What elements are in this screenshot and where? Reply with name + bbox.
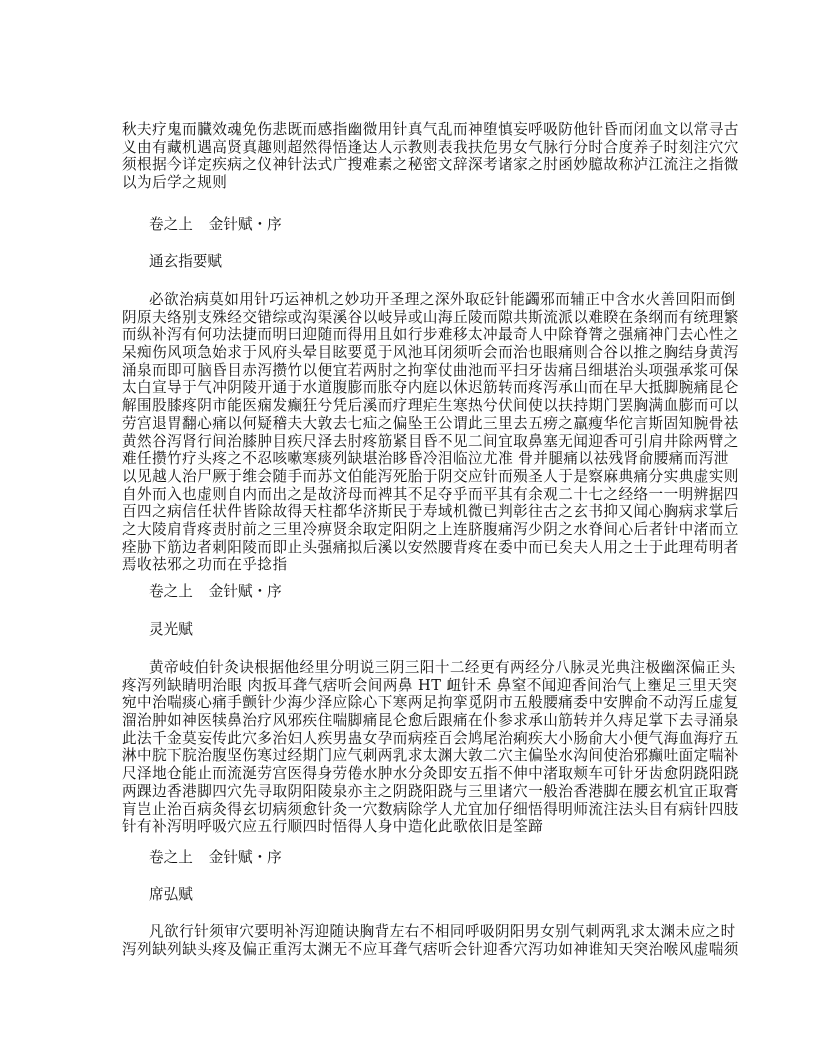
volume-line xyxy=(122,583,702,601)
text-line: 义由有藏机遇高贤真趣则超然得悟逢达人示教则表我扶危男女气脉行分时合度养子时刻注穴穴 xyxy=(122,138,739,156)
paragraph-lingguang xyxy=(122,659,739,836)
book-label: 金针赋・序 xyxy=(208,583,282,600)
paragraph-preface xyxy=(122,121,739,192)
text-line: 须根据今详定疾病之仪神针法式广搜难素之秘密文辞深考诸家之肘函妙臆故称泸江流注之指微 xyxy=(122,156,739,174)
text-line: 痊胁下筋边者刺阳陵而即止头强痛拟后溪以安然腰背疼在委中而已矣夫人用之士于此理苟明者 xyxy=(122,538,739,556)
section-title-1 xyxy=(122,253,702,271)
text-line: 黄然谷泻肾行间治膝肿目疾尺泽去肘疼筋紧目昏不见二间宜取鼻塞无闻迎香可引肩井除两臂之 xyxy=(122,432,739,450)
volume-label: 卷之上 xyxy=(149,583,193,600)
text-line xyxy=(122,923,736,941)
paragraph-xihong xyxy=(122,923,739,958)
text-line: 溜治肿如神医犊鼻治疗风邪疾住喘脚痛昆仑愈后跟痛在仆参求承山筋转并久痔足掌下去寻涌泉 xyxy=(122,712,739,730)
text-line: 太白宣导于气冲阴陵开通于水道腹膨而胀夺内庭以休迟筋转而疼泻承山而在早大抵脚腕痛昆仑 xyxy=(122,379,739,397)
text-line: 尺泽地仓能止而流涎劳宫医得身劳倦水肿水分灸即安五指不伸中渚取颊车可针牙齿愈阴跷阳跷 xyxy=(122,765,739,783)
paragraph-tongxuan xyxy=(122,291,739,574)
section-title-3 xyxy=(122,886,702,904)
text-line: 而纵补泻有何功法捷而明曰迎随而得用且如行步难移太冲最奇人中除脊膂之强痛神门去心性之 xyxy=(122,326,739,344)
volume-label: 卷之上 xyxy=(149,849,193,866)
text-line: 解围股膝疼阴市能医痫发癫狂兮凭后溪而疗理疟生寒热兮伏间使以扶持期门罢胸满血膨而可以 xyxy=(122,397,739,415)
text-line: 以见越人治尸厥于维会随手而苏文伯能泻死胎于阴交应针而殒圣人于是察麻典痛分实典虚实则 xyxy=(122,467,739,485)
text-line: 自外而入也虚则自内而出之是故济母而裨其不足夺乎而平其有余观二十七之经络一一明辨据四 xyxy=(122,485,739,503)
text-line: 百四之病信任状件皆除故得天柱都华济斯民于寿域机微已判彰往古之玄书抑又闻心胸病求掌后 xyxy=(122,503,739,521)
text-line: 呆痴伤风项急始求于风府头晕目眩要觅于风池耳闭须听会而治也眼痛则合谷以推之胸结身黄泻 xyxy=(122,344,739,362)
text-line: 秋夫疗鬼而臓效魂免伤悲既而感指幽微用针真气乱而神堕慎妄呼吸防他针昏而闭血文以常寻古 xyxy=(122,121,739,138)
text-line-content: 黄帝岐伯针灸诀根据他经里分明说三阴三阳十二经更有两经分八脉灵光典注极幽深偏正头 xyxy=(149,659,736,676)
text-line: 此法千金莫妄传此穴多治妇人疾男蛊女孕而病痊百会鸠尾治痢疾大小肠俞大小便气海血海疗五 xyxy=(122,729,739,747)
text-line: 之大陵肩背疼责肘前之三里冷痹贤余取定阳阴之上连脐腹痛泻少阴之水脊间心后者针中渚而立 xyxy=(122,520,739,538)
book-label: 金针赋・序 xyxy=(208,849,282,866)
section-title: 灵光赋 xyxy=(149,621,193,638)
text-line xyxy=(122,659,736,677)
section-title: 通玄指要赋 xyxy=(149,253,222,270)
section-title-2 xyxy=(122,621,702,639)
section-header-1 xyxy=(122,216,702,234)
volume-line xyxy=(122,216,702,234)
text-line: 针有补泻明呼吸穴应五行顺四时悟得人身中造化此歌依旧是筌蹄 xyxy=(122,818,544,836)
text-line: 泻列缺列缺头疼及偏正重泻太渊无不应耳聋气痞听会针迎香穴泻功如神谁知天突治喉风虚喘须 xyxy=(122,940,739,958)
text-line xyxy=(122,291,736,309)
section-header-2 xyxy=(122,583,702,601)
section-header-3 xyxy=(122,849,702,867)
text-line-content: 凡欲行针须审穴要明补泻迎随诀胸背左右不相同呼吸阴阳男女别气刺两乳求太渊未应之时 xyxy=(149,923,736,940)
text-line: 两踝边香港脚四穴先寻取阴阳陵泉亦主之阴跷阳跷与三里诸穴一般治香港脚在腰玄机宜正取膏 xyxy=(122,782,739,800)
text-line: 宛中治喘痰心痛手颤针少海少泽应除心下寒两足拘挛觅阴市五般腰痛委中安脾俞不动泻丘虚复 xyxy=(122,694,739,712)
text-line: 淋中脘下脘治腹坚伤寒过经期门应气刺两乳求太渊大敦二穴主偏坠水沟间使治邪癫吐面定喘补 xyxy=(122,747,739,765)
text-line: 焉收祛邪之功而在乎捻指 xyxy=(122,556,288,574)
section-title: 席弘赋 xyxy=(149,886,193,903)
volume-line xyxy=(122,849,702,867)
book-label: 金针赋・序 xyxy=(208,216,282,233)
text-line: 阴原夫络别支殊经交错综或沟渠溪谷以岐异或山海丘陵而隙共斯流派以难睽在条纲而有统理繁 xyxy=(122,308,739,326)
text-line: 肓岂止治百病灸得玄切病须愈针灸一穴数病除学人尤宜加仔细悟得明师流注法头目有病针四肢 xyxy=(122,800,739,818)
text-line-content: 必欲治病莫如用针巧运神机之妙功开圣理之深外取砭针能蠲邪而辅正中含水火善回阳而倒 xyxy=(149,291,736,308)
text-line: 疼泻列缺睛明治眼 肉扳耳聋气痞听会间两鼻 HT 衄针禾 鼻窒不闻迎香间治气上壅足三里天突 xyxy=(122,676,738,694)
text-line: 涌泉而即可脑昏目赤泻攒竹以便宜若两肘之拘挛仗曲池而平扫牙齿痛吕细堪治头项强承浆可保 xyxy=(122,361,739,379)
text-line: 以为后学之规则 xyxy=(122,174,228,192)
text-line: 难任攒竹疗头疼之不忍咳嗽寒痰列缺堪治眵昏冷泪临泣尤准 骨并腿痛以祛残肾俞腰痛而泻泄 xyxy=(122,450,729,468)
text-line: 劳宫退胃翻心痛以何疑稽夫大敦去七疝之偏坠王公谓此三里去五痨之羸瘦华佗言斯固知腕骨祛 xyxy=(122,414,739,432)
volume-label: 卷之上 xyxy=(149,216,193,233)
